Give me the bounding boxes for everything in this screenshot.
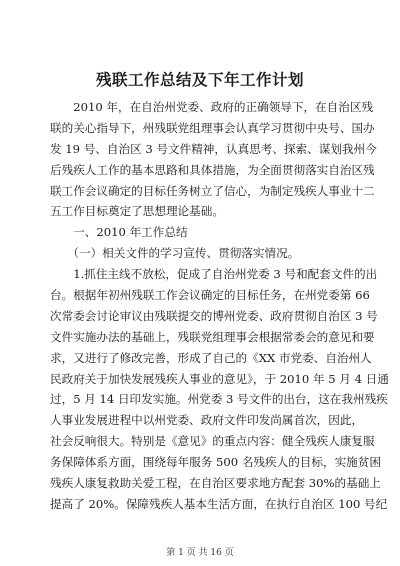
document-title: 残联工作总结及下年工作计划 (95, 70, 304, 89)
document-body (50, 97, 389, 515)
text-line: 民政府关于加快发展残疾人事业的意见》，于 2010 年 5 月 4 日通 (50, 371, 389, 386)
page-footer: 第 1 页 共 16 页 (166, 548, 234, 558)
text-line: 文件实施办法的基础上，残联党组理事会根据常委会的意见和要 (50, 329, 375, 344)
text-line: 发 19 号、自治区 3 号文件精神，认真思考、探索、谋划我州今 (50, 141, 377, 156)
text-line: 一、2010 年工作总结 (50, 225, 188, 240)
text-line: 2010 年，在自治州党委、政府的正确领导下，在自治区残 (50, 100, 374, 114)
text-line: 1.抓住主线不放松，促成了自治州党委 3 号和配套文件的出 (50, 267, 378, 282)
text-line: 过，5 月 14 日印发实施。州党委 3 号文件的出台，这在我州残疾 (50, 392, 388, 407)
text-line: 五工作目标奠定了思想理论基础。 (50, 204, 224, 219)
text-line: 提高了 20%。保障残疾人基本生活方面，在执行自治区 100 号纪 (50, 496, 388, 511)
text-line: 人事业发展进程中以州党委、政府文件印发尚属首次，因此， (50, 413, 364, 428)
text-line: 残疾人康复救助关爱工程，在自治区要求地方配套 30%的基础上 (50, 476, 381, 491)
text-line: 次常委会讨论审议由残联提交的博州党委、政府贯彻自治区 3 号 (50, 308, 378, 323)
text-line: （一）相关文件的学习宣传、贯彻落实情况。 (50, 246, 300, 261)
text-line: 联工作会议确定的目标任务树立了信心，为制定残疾人事业十二 (50, 183, 375, 198)
text-line: 台。根据年初州残联工作会议确定的目标任务，在州党委第 66 (50, 288, 370, 303)
text-line: 求，又进行了修改完善，形成了自己的《XX 市党委、自治州人 (50, 350, 372, 365)
text-line: 务保障体系方面，围绕每年服务 500 名残疾人的目标，实施贫困 (50, 455, 381, 470)
text-line: 后残疾人工作的基本思路和具体措施，为全面贯彻落实自治区残 (50, 162, 375, 177)
text-line: 社会反响很大。特别是《意见》的重点内容：健全残疾人康复服 (50, 434, 375, 449)
text-line: 联的关心指导下，州残联党组理事会认真学习贯彻中央号、国办 (50, 120, 375, 135)
